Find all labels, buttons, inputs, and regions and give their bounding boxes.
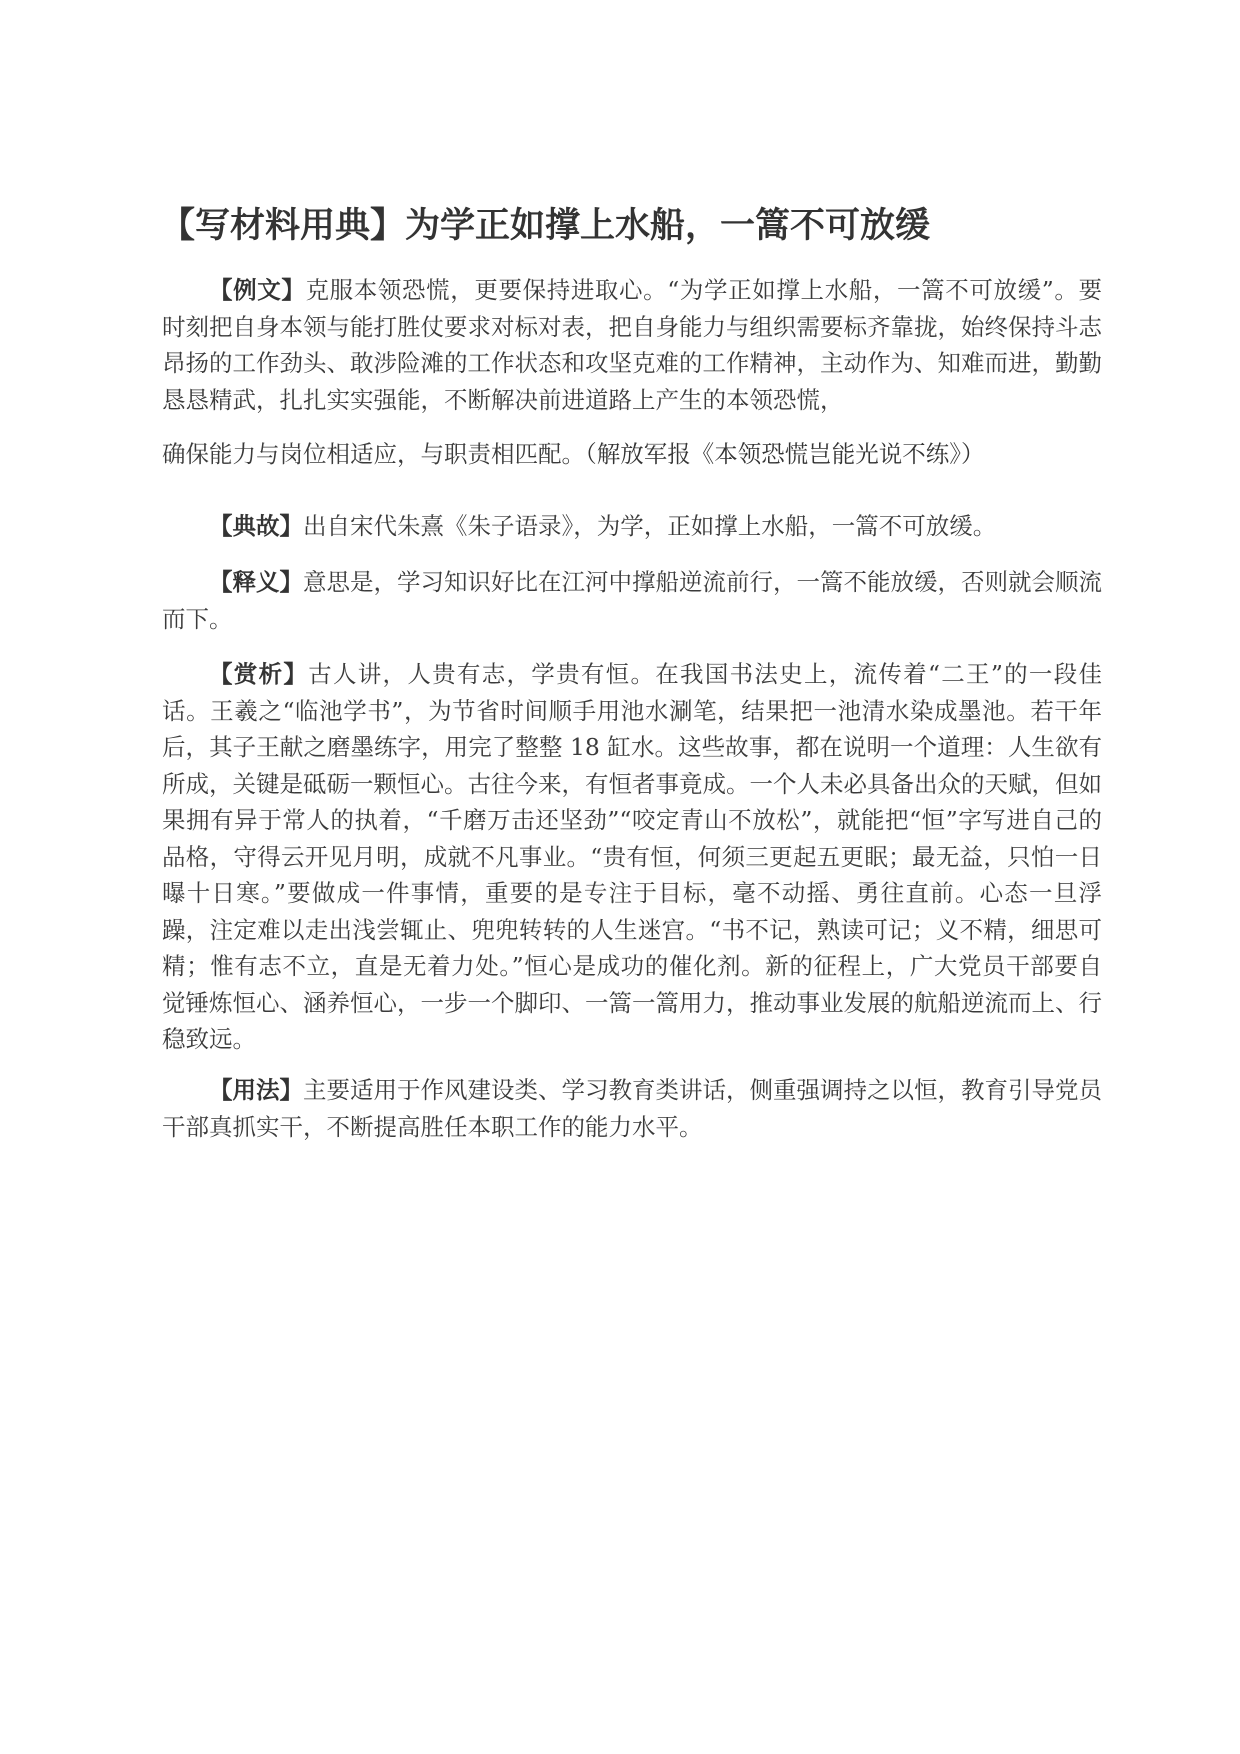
origin-tag: 【典故】 (209, 512, 303, 540)
origin-text: 出自宋代朱熹《朱子语录》，为学，正如撑上水船，一篙不可放缓。 (303, 512, 997, 540)
usage-section (162, 1072, 1102, 1145)
example-tail (162, 436, 1102, 473)
example-tail-text: 确保能力与岗位相适应，与职责相匹配。 (162, 440, 585, 468)
example-text: 克服本领恐慌，更要保持进取心。“为学正如撑上水船，一篙不可放缓”。要时刻把自身本领与能打胜仗要求对标对表，把自身能力与组织需要标齐靠拢，始终保持斗志昂扬的工作劲头、敢涉险滩的工作状态和攻坚克难的工作精神，主动作为、知难而进，勤勤恳恳精武，扎扎实实强能，不断解决前进道路上产生的本领恐慌， (162, 276, 1102, 414)
usage-tag: 【用法】 (209, 1076, 303, 1104)
document-title: 【写材料用典】为学正如撑上水船，一篙不可放缓 (160, 206, 931, 246)
example-section (162, 272, 1102, 473)
meaning-text: 意思是，学习知识好比在江河中撑船逆流前行，一篙不能放缓，否则就会顺流而下。 (162, 568, 1102, 633)
appreciation-text: 古人讲，人贵有志，学贵有恒。在我国书法史上，流传着“二王”的一段佳话。王羲之“临池学书”，为节省时间顺手用池水涮笔，结果把一池清水染成墨池。若干年后，其子王献之磨墨练字，用完了整整 18 缸水。这些故事，都在说明一个道理：人生欲有所成，关键是砥砺一颗恒心。古往今来，有恒者事竟成。一个人未必具备出众的天赋，但如果拥有异于常人的执着，“千磨万击还坚劲”“咬定青山不放松”，就能把“恒”字写进自己的品格，守得云开见月明，成就不凡事业。“贵有恒，何须三更起五更眠；最无益，只怕一日曝十日寒。”要做成一件事情，重要的是专注于目标，毫不动摇、勇往直前。心态一旦浮躁，注定难以走出浅尝辄止、兜兜转转的人生迷宫。“书不记，熟读可记；义不精，细思可精；惟有志不立，直是无着力处。”恒心是成功的催化剂。新的征程上，广大党员干部要自觉锤炼恒心、涵养恒心，一步一个脚印、一篙一篙用力，推动事业发展的航船逆流而上、行稳致远。 (162, 660, 1103, 1053)
meaning-section (162, 564, 1102, 637)
origin-section (162, 508, 1102, 545)
usage-text: 主要适用于作风建设类、学习教育类讲话，侧重强调持之以恒，教育引导党员干部真抓实干，不断提高胜任本职工作的能力水平。 (162, 1076, 1102, 1141)
meaning-tag: 【释义】 (209, 568, 303, 596)
appreciation-tag: 【赏析】 (209, 660, 309, 688)
example-tag: 【例文】 (209, 276, 306, 304)
example-source: （解放军报《本领恐慌岂能光说不练》） (585, 440, 985, 468)
appreciation-section (162, 656, 1102, 1058)
